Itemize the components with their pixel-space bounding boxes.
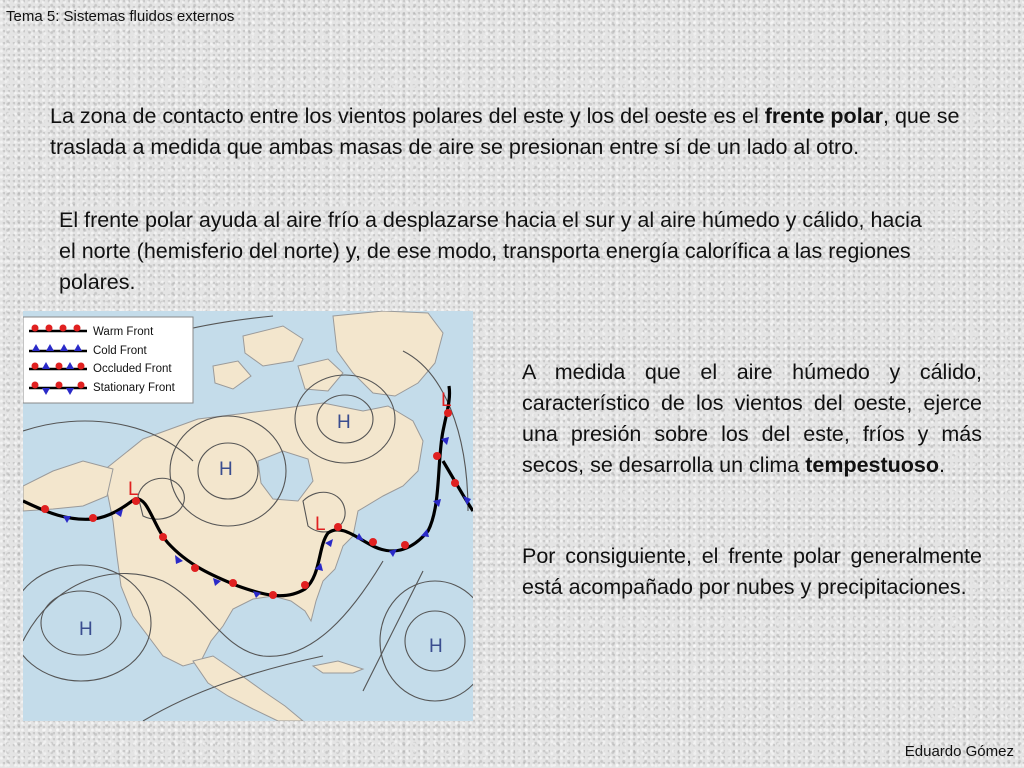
paragraph-energy-transport: El frente polar ayuda al aire frío a desplazarse hacia el sur y al aire húmedo y cálido, hacia el norte (hemisferio del norte) y, de ese modo, transporta energía calorífica a las regiones polares.: [59, 208, 922, 294]
legend-cold-front: Cold Front: [93, 345, 147, 357]
p3-text-before: A medida que el aire húmedo y cálido, característico de los vientos del oeste, ejerce una presión sobre los del este, fríos y más secos, se desarrolla un clima: [522, 360, 982, 477]
low-pressure-label: L: [315, 514, 326, 535]
p1-text-after: , que se traslada a medida que ambas masas de aire se presionan entre sí de un lado al otro.: [50, 104, 960, 159]
p1-bold-term: frente polar: [764, 104, 883, 128]
p3-text-after: .: [939, 453, 946, 477]
high-pressure-label: H: [429, 636, 443, 657]
legend-occluded-front: Occluded Front: [93, 363, 172, 375]
low-pressure-label: L: [441, 390, 452, 411]
legend-warm-front: Warm Front: [93, 326, 154, 338]
legend-stationary-front: Stationary Front: [93, 382, 175, 394]
p3-bold-term: tempestuoso: [805, 453, 940, 477]
paragraph-precipitation: Por consiguiente, el frente polar generalmente está acompañado por nubes y precipitaciones.: [522, 544, 982, 599]
p1-text-before: La zona de contacto entre los vientos polares del este y los del oeste es el: [50, 104, 765, 128]
author-name: Eduardo Gómez: [904, 743, 1014, 760]
high-pressure-label: H: [79, 619, 93, 640]
slide-header-title: Tema 5: Sistemas fluidos externos: [6, 8, 235, 25]
paragraph-polar-front: [50, 101, 960, 163]
map-legend: [23, 317, 193, 403]
paragraph-stormy-climate: [522, 357, 982, 481]
weather-map: [23, 311, 473, 721]
high-pressure-label: H: [337, 412, 351, 433]
low-pressure-label: L: [128, 479, 139, 500]
high-pressure-label: H: [219, 459, 233, 480]
